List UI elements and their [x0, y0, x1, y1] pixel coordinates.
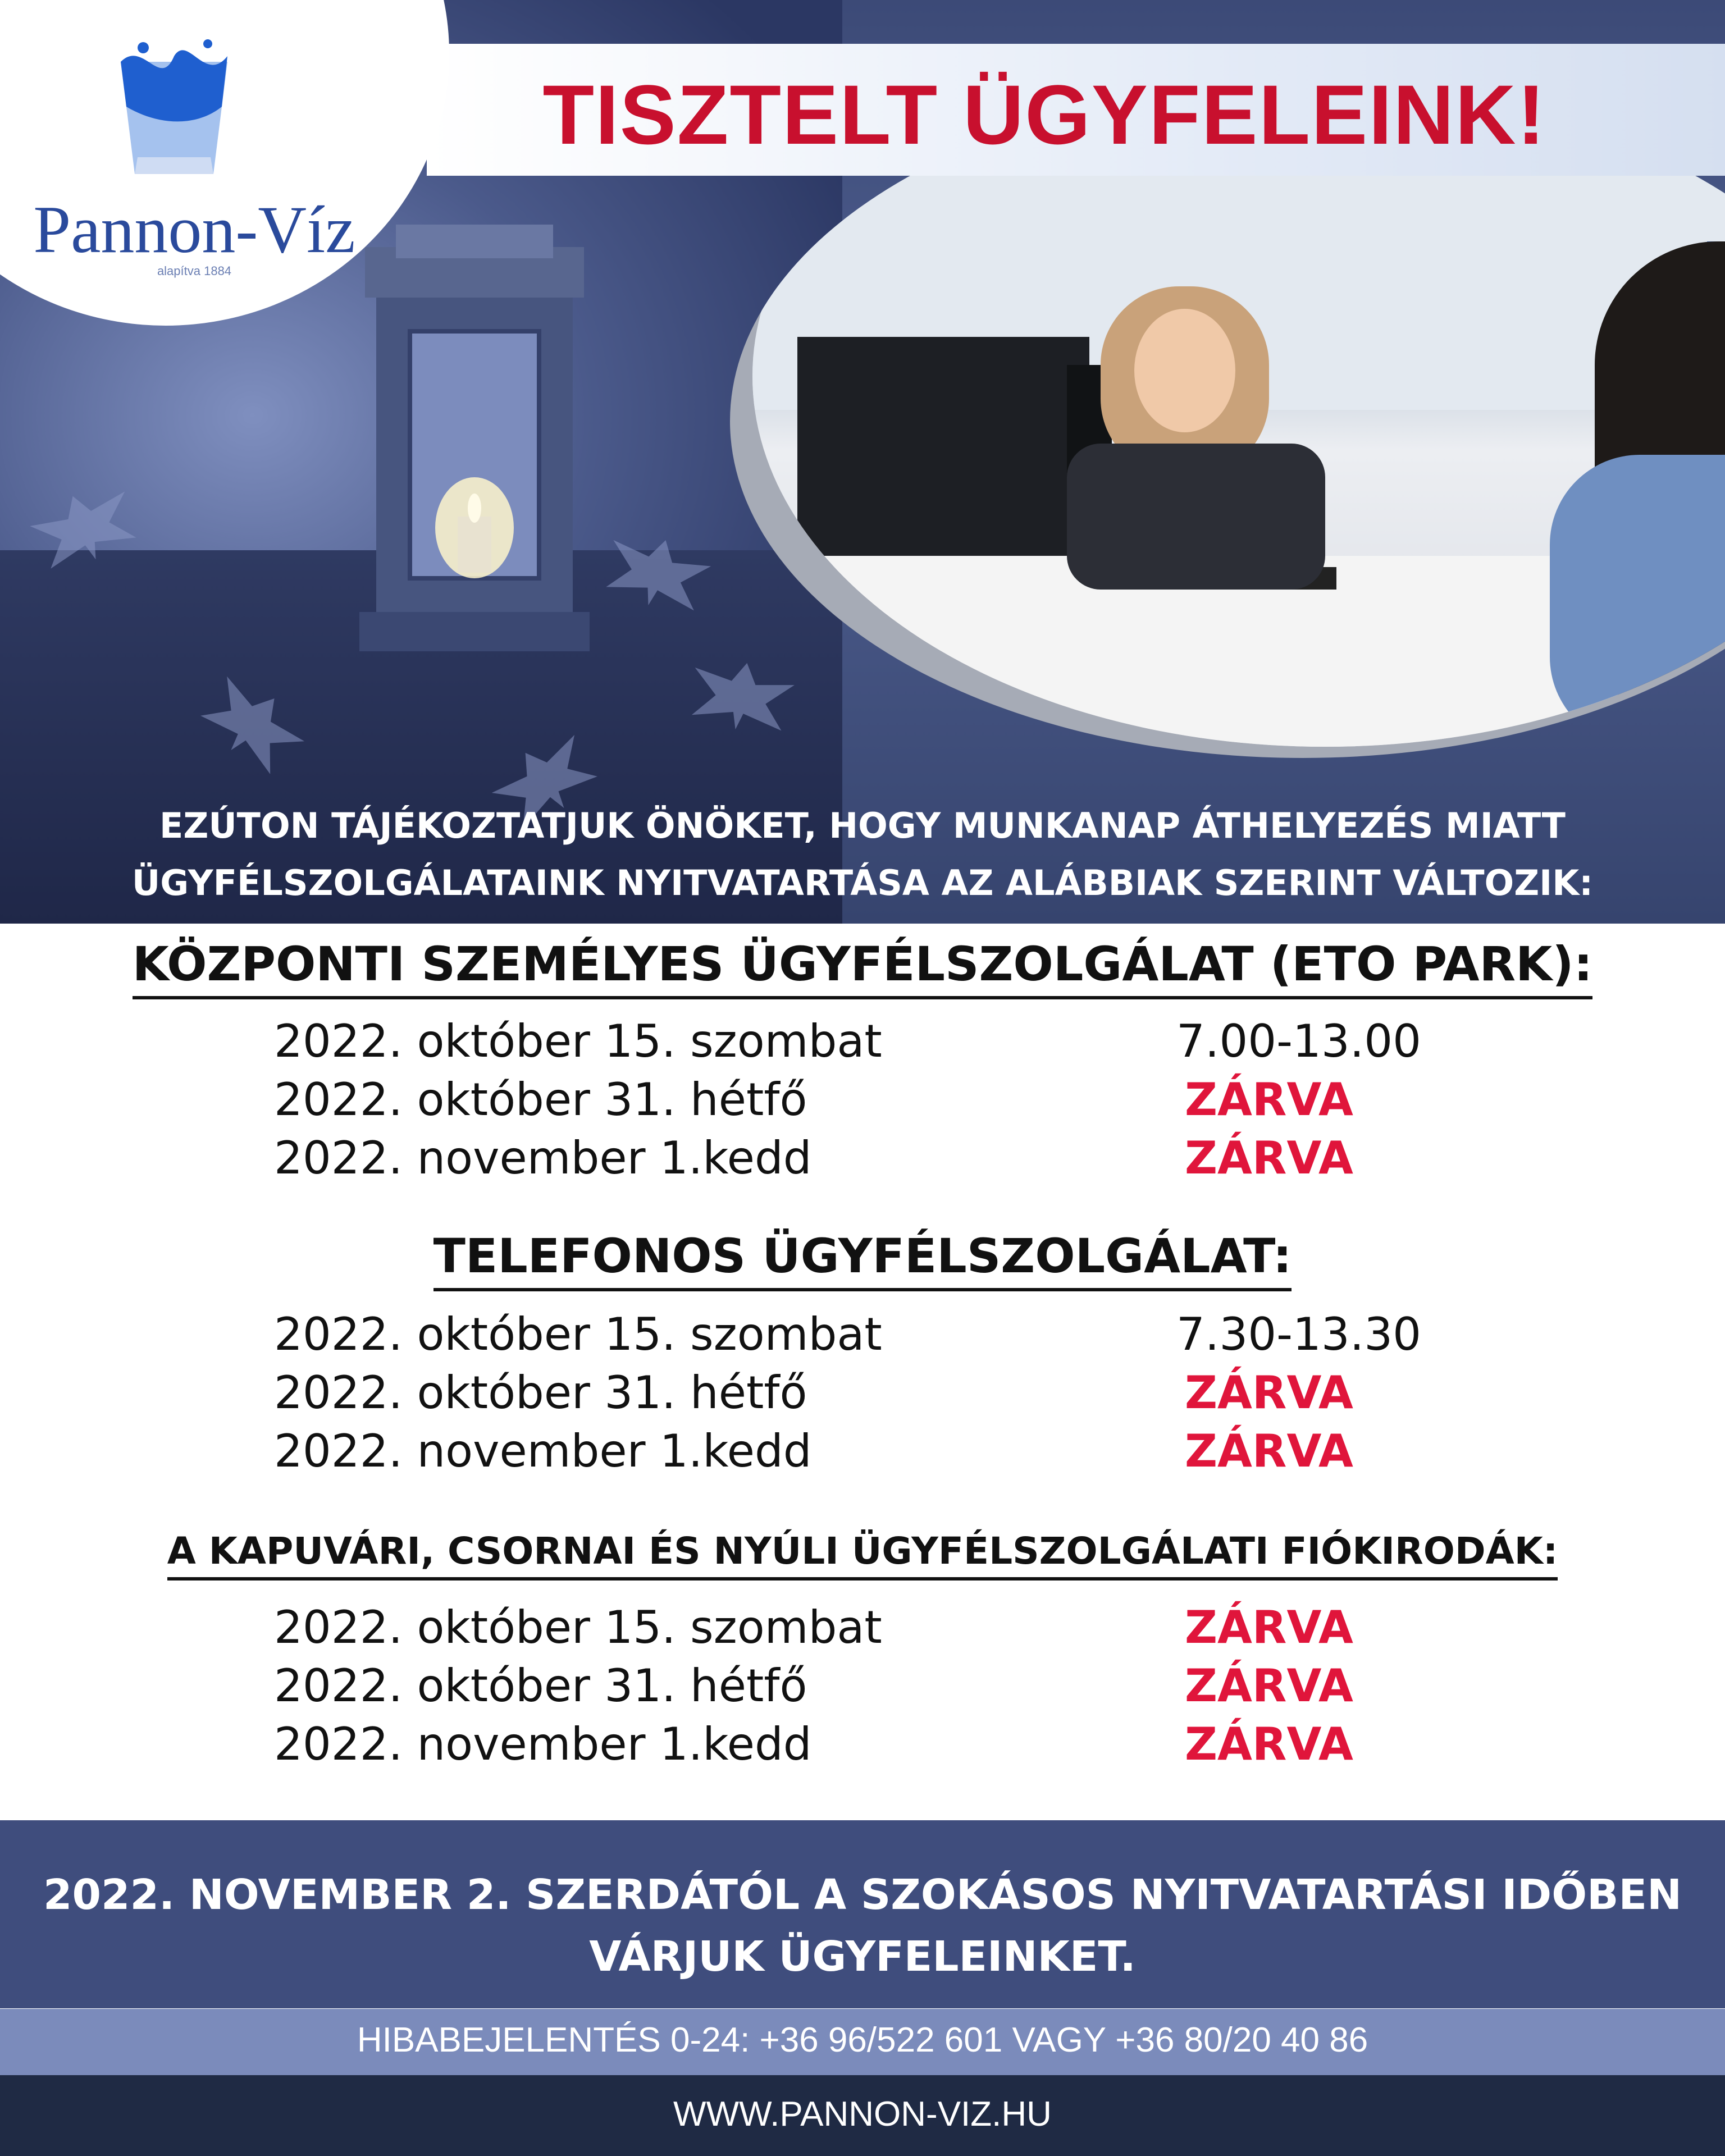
- section-heading-text: A KAPUVÁRI, CSORNAI ÉS NYÚLI ÜGYFÉLSZOLGÁLATI FIÓKIRODÁK:: [167, 1529, 1558, 1581]
- intro-text: [0, 797, 1725, 912]
- brand-established: alapítva 1884: [157, 264, 232, 278]
- hero-banner: [0, 0, 1725, 924]
- office-scene-icon: [752, 84, 1725, 747]
- website-link[interactable]: WWW.PANNON-VIZ.HU: [673, 2095, 1052, 2134]
- schedule-closed-status: ZÁRVA: [1185, 1074, 1353, 1126]
- schedule-closed-status: ZÁRVA: [1185, 1718, 1353, 1770]
- schedule-date: 2022. október 15. szombat: [274, 1015, 882, 1067]
- schedule-date: 2022. október 31. hétfő: [274, 1074, 807, 1126]
- schedule-row: [0, 1132, 1725, 1190]
- section-heading-central: [0, 937, 1725, 992]
- page-title: TISZTELT ÜGYFELEINK!: [542, 67, 1546, 162]
- section-heading-text: TELEFONOS ÜGYFÉLSZOLGÁLAT:: [433, 1228, 1292, 1291]
- office-photo-frame: [730, 84, 1725, 758]
- schedule-hours: 7.30-13.30: [1176, 1308, 1422, 1360]
- schedule-row: [0, 1015, 1725, 1074]
- section-heading-phone: [0, 1228, 1725, 1283]
- customer-service-office-photo: [752, 84, 1725, 747]
- water-glass-logo-icon: [109, 39, 239, 180]
- schedule-date: 2022. október 31. hétfő: [274, 1367, 807, 1419]
- schedule-hours: 7.00-13.00: [1176, 1015, 1422, 1067]
- schedule-date: 2022. október 31. hétfő: [274, 1660, 807, 1712]
- hotline-text: HIBABEJELENTÉS 0-24: +36 96/522 601 VAGY +36 80/20 40 86: [357, 2021, 1368, 2059]
- schedule-row: [0, 1425, 1725, 1483]
- section-heading-branches: [0, 1529, 1725, 1573]
- schedule-row: [0, 1660, 1725, 1718]
- intro-line: ÜGYFÉLSZOLGÁLATAINK NYITVATARTÁSA AZ ALÁBBIAK SZERINT VÁLTOZIK:: [131, 862, 1594, 903]
- schedule-date: 2022. november 1.kedd: [274, 1425, 812, 1477]
- notice-text: [0, 1864, 1725, 1988]
- notice-line: 2022. NOVEMBER 2. SZERDÁTÓL A SZOKÁSOS NYITVATARTÁSI IDŐBEN: [43, 1871, 1682, 1919]
- schedule-date: 2022. október 15. szombat: [274, 1308, 882, 1360]
- schedule-row: [0, 1367, 1725, 1425]
- notice-line: VÁRJUK ÜGYFELEINKET.: [589, 1933, 1136, 1981]
- schedule-closed-status: ZÁRVA: [1185, 1660, 1353, 1712]
- intro-line: EZÚTON TÁJÉKOZTATJUK ÖNÖKET, HOGY MUNKANAP ÁTHELYEZÉS MIATT: [159, 805, 1566, 846]
- brand-name: Pannon-Víz: [33, 192, 355, 267]
- section-heading-text: KÖZPONTI SZEMÉLYES ÜGYFÉLSZOLGÁLAT (ETO PARK):: [133, 937, 1592, 999]
- schedule-closed-status: ZÁRVA: [1185, 1425, 1353, 1477]
- schedule-row: [0, 1718, 1725, 1776]
- schedule-closed-status: ZÁRVA: [1185, 1132, 1353, 1184]
- schedule-closed-status: ZÁRVA: [1185, 1601, 1353, 1653]
- schedule-row: [0, 1601, 1725, 1660]
- schedule-row: [0, 1308, 1725, 1367]
- schedule-date: 2022. november 1.kedd: [274, 1132, 812, 1184]
- schedule-date: 2022. november 1.kedd: [274, 1718, 812, 1770]
- schedule-row: [0, 1074, 1725, 1132]
- grave-lantern-icon: [343, 225, 606, 651]
- schedule-date: 2022. október 15. szombat: [274, 1601, 882, 1653]
- schedule-closed-status: ZÁRVA: [1185, 1367, 1353, 1419]
